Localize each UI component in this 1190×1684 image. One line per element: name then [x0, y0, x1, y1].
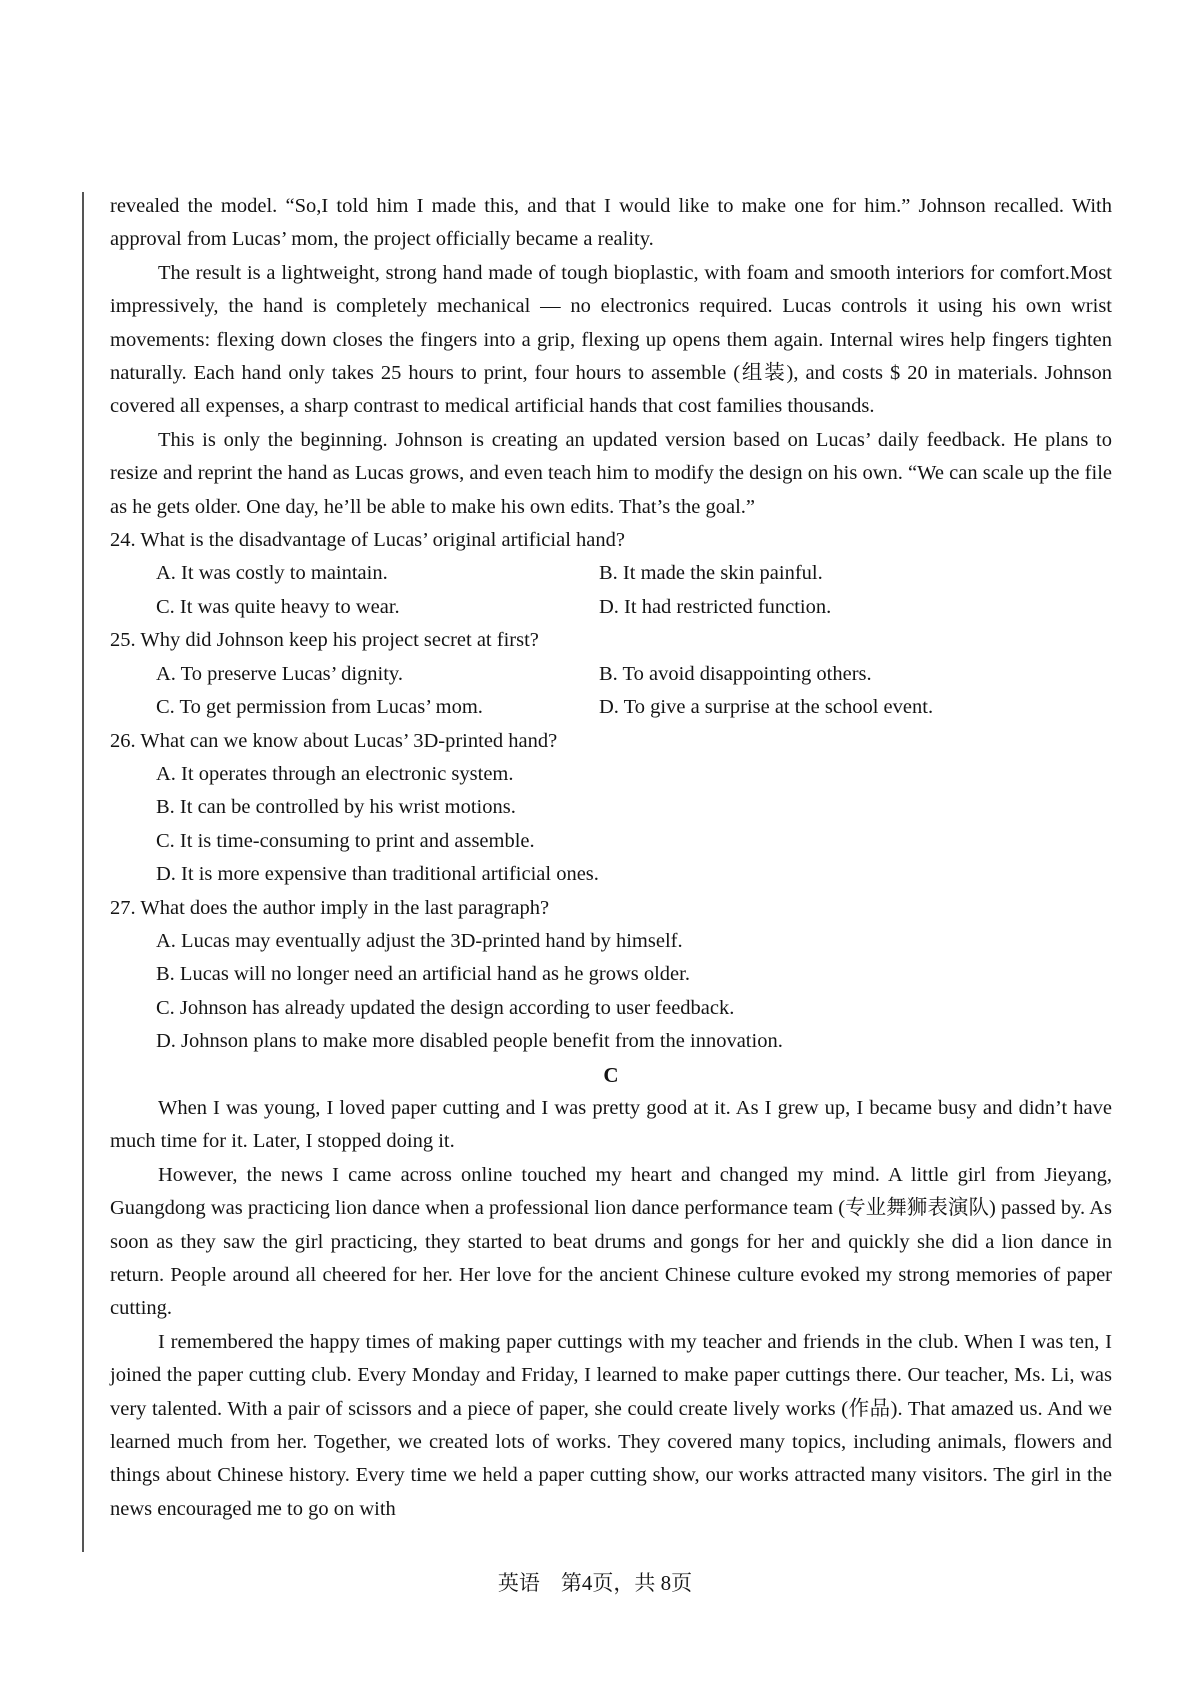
- question-stem: 25. Why did Johnson keep his project secret at first?: [110, 629, 539, 652]
- option-c: C. It is time-consuming to print and assemble.: [156, 829, 535, 852]
- option-b: B. It can be controlled by his wrist motions.: [156, 796, 516, 819]
- question-stem: 24. What is the disadvantage of Lucas’ original artificial hand?: [110, 529, 625, 552]
- option-a: A. It was costly to maintain.: [156, 562, 388, 585]
- option-c: C. Johnson has already updated the design according to user feedback.: [156, 996, 735, 1019]
- page-footer: 英语 第4页，共 8页: [497, 1571, 693, 1595]
- question-27: [110, 892, 1112, 1059]
- passage-c-paragraph-3: I remembered the happy times of making paper cuttings with my teacher and friends in the club. When I was ten, I joined the paper cutting club. Every Monday and Friday, I learned to make paper cuttings there. Our teacher, Ms. Li, was very talented. With a pair of scissors and a piece of paper, she could create lively works (作品). That amazed us. And we learned much from her. Together, we created lots of works. They covered many topics, including animals, flowers and things about Chinese history. Every time we held a paper cutting show, our works attracted many visitors. The girl in the news encouraged me to go on with: [110, 1330, 1112, 1520]
- passage-c-paragraph-1: When I was young, I loved paper cutting and I was pretty good at it. As I grew up, I became busy and didn’t have much time for it. Later, I stopped doing it.: [110, 1096, 1112, 1153]
- option-c: C. It was quite heavy to wear.: [156, 595, 400, 618]
- section-heading-c: C: [603, 1062, 619, 1087]
- option-b: B. To avoid disappointing others.: [599, 662, 872, 685]
- option-d: D. Johnson plans to make more disabled people benefit from the innovation.: [156, 1030, 783, 1053]
- option-c: C. To get permission from Lucas’ mom.: [156, 696, 483, 719]
- binding-margin-line: [82, 192, 84, 1552]
- option-b: B. It made the skin painful.: [599, 562, 823, 585]
- option-d: D. To give a surprise at the school event.: [599, 696, 934, 719]
- option-d: D. It is more expensive than traditional artificial ones.: [156, 863, 599, 886]
- passage-c-paragraph-2: However, the news I came across online touched my heart and changed my mind. A little girl from Jieyang, Guangdong was practicing lion dance when a professional lion dance performance team (专业舞狮表演队) passed by. As soon as they saw the girl practicing, they started to beat drums and gongs for her and quickly she did a lion dance in return. People around all cheered for her. Her love for the ancient Chinese culture evoked my strong memories of paper cutting.: [110, 1163, 1112, 1320]
- passage-b-paragraph-3: This is only the beginning. Johnson is creating an updated version based on Lucas’ daily feedback. He plans to resize and reprint the hand as Lucas grows, and even teach him to modify the design on his own. “We can scale up the file as he gets older. One day, he’ll be able to make his own edits. That’s the goal.”: [110, 428, 1112, 518]
- question-24: [110, 524, 1112, 624]
- exam-page: [110, 190, 1112, 1526]
- passage-b-paragraph-2: The result is a lightweight, strong hand made of tough bioplastic, with foam and smooth interiors for comfort.Most impressively, the hand is completely mechanical — no electronics required. Lucas controls it using his own wrist movements: flexing down closes the fingers into a grip, flexing up opens them again. Internal wires help fingers tighten naturally. Each hand only takes 25 hours to print, four hours to assemble (组装), and costs $ 20 in materials. Johnson covered all expenses, a sharp contrast to medical artificial hands that cost families thousands.: [110, 261, 1112, 418]
- option-a: A. Lucas may eventually adjust the 3D-printed hand by himself.: [156, 929, 683, 952]
- passage-b-paragraph-1: revealed the model. “So,I told him I made this, and that I would like to make one for him.” Johnson recalled. With approval from Lucas’ mom, the project officially became a reality.: [110, 195, 1112, 251]
- question-stem: 27. What does the author imply in the last paragraph?: [110, 896, 550, 919]
- option-b: B. Lucas will no longer need an artificial hand as he grows older.: [156, 963, 690, 986]
- question-26: [110, 725, 1112, 892]
- option-d: D. It had restricted function.: [599, 595, 832, 618]
- question-25: [110, 624, 1112, 724]
- option-a: A. It operates through an electronic system.: [156, 762, 514, 785]
- question-stem: 26. What can we know about Lucas’ 3D-printed hand?: [110, 729, 558, 752]
- option-a: A. To preserve Lucas’ dignity.: [156, 662, 403, 685]
